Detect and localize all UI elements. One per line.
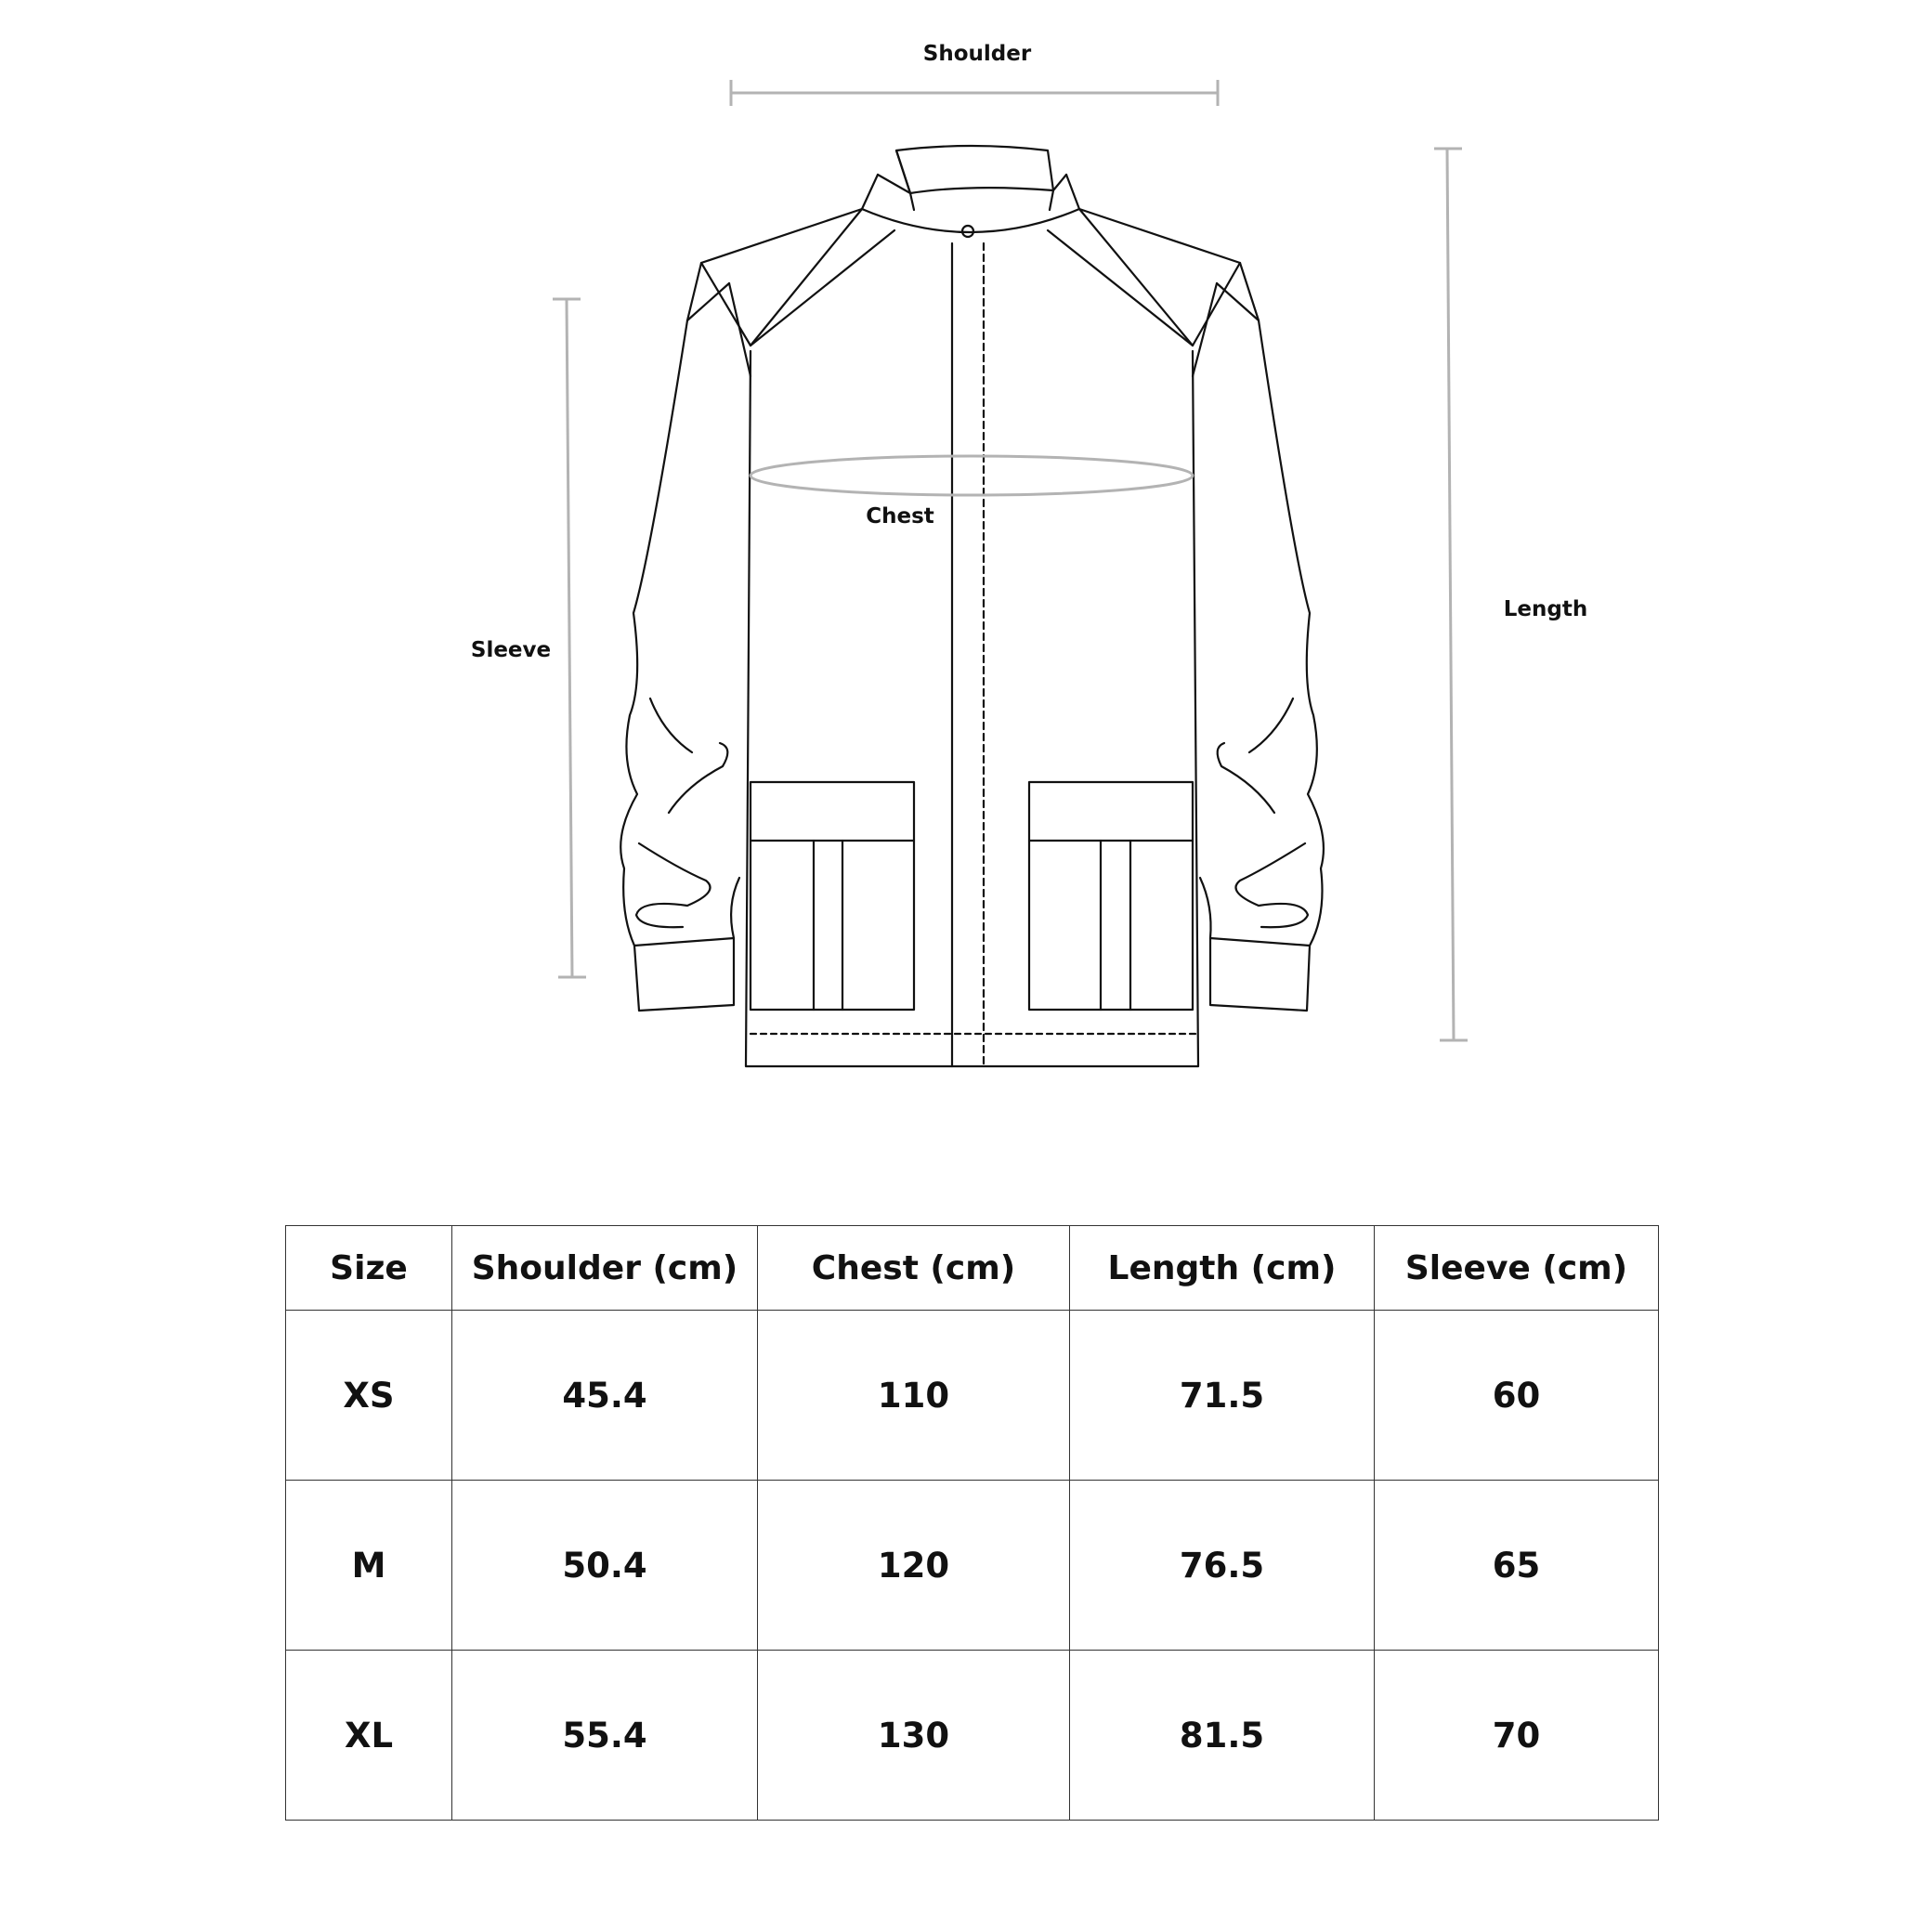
jacket-outline	[620, 146, 1324, 1066]
chest-measure-ellipse	[751, 456, 1193, 495]
cell-size: XS	[286, 1311, 452, 1481]
cell-shoulder: 45.4	[452, 1311, 758, 1481]
header-shoulder: Shoulder (cm)	[452, 1226, 758, 1311]
table-row	[286, 1651, 1659, 1821]
chest-label: Chest	[866, 504, 934, 529]
cell-length: 81.5	[1070, 1651, 1375, 1821]
cell-shoulder: 55.4	[452, 1651, 758, 1821]
header-size: Size	[286, 1226, 452, 1311]
cell-chest: 110	[758, 1311, 1070, 1481]
sleeve-measure-line	[553, 299, 586, 977]
size-chart-table	[285, 1225, 1659, 1821]
cell-shoulder: 50.4	[452, 1481, 758, 1651]
header-chest: Chest (cm)	[758, 1226, 1070, 1311]
cell-chest: 130	[758, 1651, 1070, 1821]
table-row	[286, 1311, 1659, 1481]
shoulder-measure-line	[731, 80, 1218, 106]
length-label: Length	[1503, 597, 1588, 621]
length-measure-line	[1434, 149, 1468, 1040]
shoulder-label: Shoulder	[922, 42, 1032, 66]
cell-size: M	[286, 1481, 452, 1651]
header-sleeve: Sleeve (cm)	[1375, 1226, 1659, 1311]
cell-length: 71.5	[1070, 1311, 1375, 1481]
cell-size: XL	[286, 1651, 452, 1821]
cell-chest: 120	[758, 1481, 1070, 1651]
sleeve-label: Sleeve	[470, 638, 552, 662]
cell-sleeve: 60	[1375, 1311, 1659, 1481]
table-row	[286, 1481, 1659, 1651]
cell-sleeve: 65	[1375, 1481, 1659, 1651]
table-header-row	[286, 1226, 1659, 1311]
cell-sleeve: 70	[1375, 1651, 1659, 1821]
header-length: Length (cm)	[1070, 1226, 1375, 1311]
cell-length: 76.5	[1070, 1481, 1375, 1651]
